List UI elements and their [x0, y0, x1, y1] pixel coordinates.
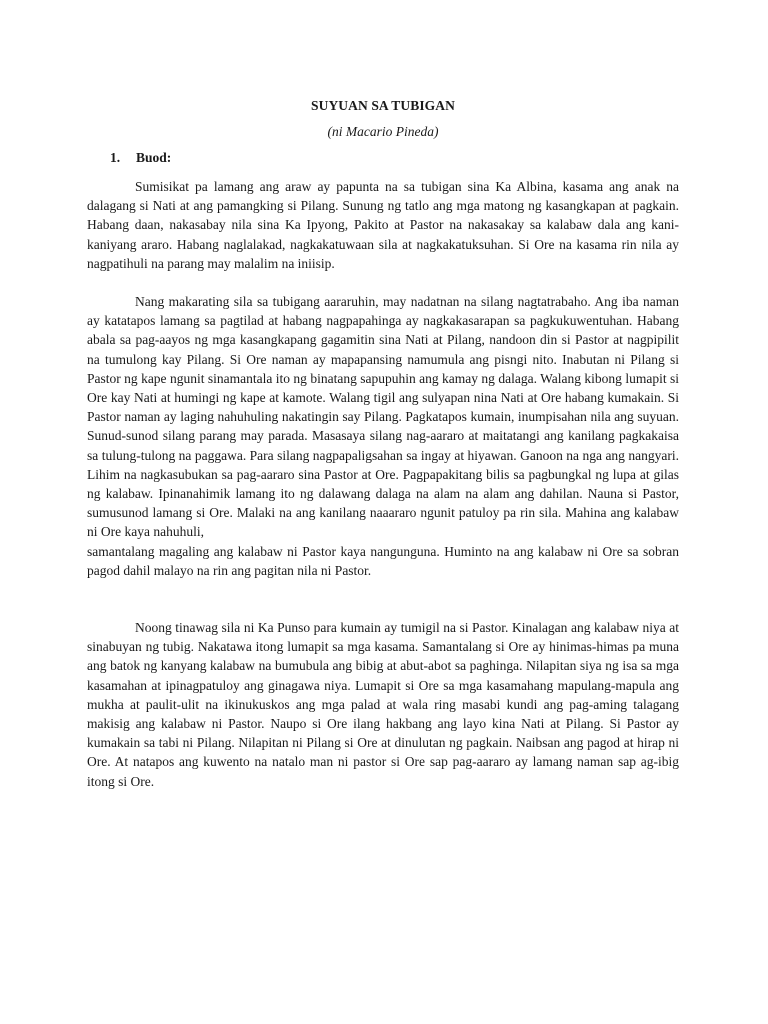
- section-heading-text: Buod:: [136, 150, 172, 165]
- paragraph-2-continuation: samantalang magaling ang kalabaw ni Pastor kaya nangunguna. Huminto na ang kalabaw ni Ore sa sobran pagod dahil malayo na rin ang pagitan nila ni Pastor.: [87, 543, 679, 578]
- section-number: 1.: [110, 150, 121, 165]
- document-page: [87, 96, 679, 791]
- document-title: SUYUAN SA TUBIGAN: [311, 98, 455, 113]
- paragraph-1: Sumisikat pa lamang ang araw ay papunta na sa tubigan sina Ka Albina, kasama ang anak na dalagang si Nati at ang pamangking si Pilang. Sunung ng tatlo ang mga matong ng kasangkapan at pagkain. Habang daan, nakasabay nila sina Ka Ipyong, Pakito at Pastor na nakasakay sa kalabaw dala ang kani-kaniyang araro. Habang naglalakad, nagkakatuwaan sila at nagkakatuksuhan. Si Ore na kasama rin nila ay nagpatihuli na parang may malalim na iniisip.: [87, 179, 679, 271]
- document-author: (ni Macario Pineda): [327, 124, 439, 139]
- paragraph-2: Nang makarating sila sa tubigang aararuhin, may nadatnan na silang nagtatrabaho. Ang iba naman ay katatapos lamang sa pagtilad at habang nagpapahinga ay nagkakasarapan sa pagkukuwentuhan. Habang abala sa pag-aayos ng mga kasangkapang gagamitin sina Nati at Pilang, nandoon din si Pastor at nagpipilit na tumulong kay Pilang. Si Ore naman ay mapapansing namumula ang pisngi nito. Inabutan ni Pilang si Pastor ng kape ngunit sinamantala ito ng binatang sapupuhin ang kamay ng dalaga. Walang kibong lumapit si Ore kay Nati at humingi ng kape at kamote. Walang tigil ang sulyapan nina Nati at Ore habang kumakain. Si Pastor naman ay laging nahuhuling nakatingin say Pilang. Pagkatapos kumain, inumpisahan nila ang suyuan. Sunud-sunod silang parang may parada. Masasaya silang nag-aararo at maitatangi ang kanilang pagkakaisa sa tulung-tulong na paggawa. Para silang nagpapaligsahan sa ingay at hiyawan. Ganoon na nga ang nangyari. Lihim na nagkasubukan sa pag-aararo sina Pastor at Ore. Pagpapakitang bilis sa pagbungkal ng lupa at gilas ng kalabaw. Ipinanahimik lamang ito ng dalawang dalaga na alam na alam ang dahilan. Nauna si Pastor, sumusunod lamang si Ore. Malaki na ang kanilang naaararo ngunit patuloy pa rin sila. Mahina ang kalabaw ni Ore kaya nahuhuli,: [87, 294, 679, 540]
- paragraph-3: Noong tinawag sila ni Ka Punso para kumain ay tumigil na si Pastor. Kinalagan ang kalabaw niya at sinabuyan ng tubig. Nakatawa itong lumapit sa mga kasama. Samantalang si Ore ay hinimas-himas pa muna ang batok ng kanyang kalabaw na bumubula ang bibig at abut-abot sa paghinga. Nilapitan siya ng isa sa mga kasamahan at ipinagpatuloy ang ginagawa niya. Lumapit si Ore sa mga kasamahang mapulang-mapula ang mukha at paulit-ulit na ikinukuskos ang mga palad at wala ring masabi kundi ang pag-aming talagang makisig ang kalabaw ni Pastor. Naupo si Ore ilang hakbang ang layo kina Nati at Pilang. Si Pastor ay kumakain sa tabi ni Pilang. Nilapitan ni Pilang si Ore at dinulutan ng pagkain. Naibsan ang pagod at hirap ni Ore. At natapos ang kuwento na natalo man ni pastor si Ore sap pag-aararo ay lamang naman sap ag-ibig itong si Ore.: [87, 620, 679, 789]
- section-heading: [87, 148, 679, 168]
